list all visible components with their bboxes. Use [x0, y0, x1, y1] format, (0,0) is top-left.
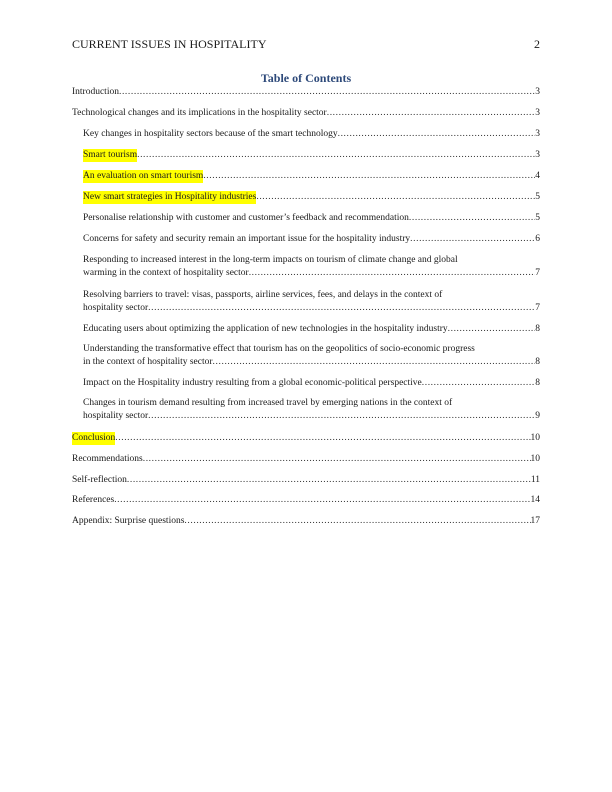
toc-entry-text-line1: Resolving barriers to travel: visas, passports, airline services, fees, and delays in the context of: [83, 290, 443, 300]
toc-entry-text: hospitality sector: [83, 411, 149, 421]
dot-leader: [448, 323, 536, 336]
dot-leader: [184, 515, 530, 528]
toc-entry-economic-political[interactable]: [83, 377, 540, 390]
toc-entry-self-reflection[interactable]: [72, 474, 540, 487]
dot-leader: [114, 494, 530, 507]
toc-entry-text-highlighted: Smart tourism: [83, 150, 138, 160]
toc-entry-transformative-effect[interactable]: [83, 342, 540, 369]
dot-leader: [256, 191, 535, 204]
dot-leader: [119, 86, 535, 99]
toc-entry-text: Introduction: [72, 87, 119, 97]
toc-entry-page: 3: [535, 129, 540, 139]
toc-heading: Table of Contents: [260, 71, 352, 85]
toc-entry-text-highlighted: New smart strategies in Hospitality industries: [83, 192, 257, 202]
toc-entry-page: 3: [535, 87, 540, 97]
dot-leader: [327, 107, 536, 120]
toc-entry-text: Concerns for safety and security remain an important issue for the hospitality industry: [83, 234, 411, 244]
dot-leader: [203, 170, 535, 183]
toc-entry-text: Impact on the Hospitality industry resulting from a global economic-political perspective: [83, 378, 422, 388]
toc-entry-text-highlighted: Conclusion: [72, 433, 116, 443]
toc-entry-educating-users[interactable]: [83, 323, 540, 336]
toc-entry-page: 3: [535, 150, 540, 160]
toc-entry-smart-tourism[interactable]: [83, 149, 540, 162]
toc-entry-text: Technological changes and its implications in the hospitality sector: [72, 108, 327, 118]
toc-entry-personalise-relationship[interactable]: [83, 212, 540, 225]
toc-entry-page: 8: [535, 324, 540, 334]
toc-entry-text-line1: Responding to increased interest in the long-term impacts on tourism of climate change and global: [83, 255, 458, 265]
toc-entry-text: References: [72, 495, 115, 505]
toc-entry-page: 5: [535, 192, 540, 202]
toc-entry-page: 5: [535, 213, 540, 223]
toc-entry-text: Recommendations: [72, 454, 143, 464]
toc-entry-text: Appendix: Surprise questions: [72, 516, 185, 526]
toc-entry-text: Key changes in hospitality sectors because of the smart technology: [83, 129, 338, 139]
dot-leader: [148, 410, 535, 423]
running-title: CURRENT ISSUES IN HOSPITALITY: [72, 37, 267, 51]
dot-leader: [148, 302, 535, 315]
toc-entry-text: in the context of hospitality sector: [83, 357, 213, 367]
toc-entry-page: 7: [535, 268, 540, 278]
toc-entry-recommendations[interactable]: [72, 453, 540, 466]
toc-entry-page: 14: [530, 495, 540, 505]
running-header: [72, 36, 540, 52]
dot-leader: [422, 377, 536, 390]
toc-entry-text: warming in the context of hospitality sector: [83, 268, 249, 278]
dot-leader: [127, 474, 531, 487]
toc-entry-barriers-to-travel[interactable]: [83, 288, 540, 315]
toc-entry-page: 17: [530, 516, 540, 526]
toc-entry-page: 9: [535, 411, 540, 421]
dot-leader: [410, 233, 535, 246]
toc-entry-page: 7: [535, 303, 540, 313]
toc-entry-new-smart-strategies[interactable]: [83, 191, 540, 204]
toc-entry-text: hospitality sector: [83, 303, 149, 313]
toc-entry-page: 4: [535, 171, 540, 181]
toc-entry-introduction[interactable]: [72, 86, 540, 99]
dot-leader: [143, 453, 531, 466]
toc-entry-evaluation-smart-tourism[interactable]: [83, 170, 540, 183]
toc-entry-text-line1: Understanding the transformative effect that tourism has on the geopolitics of socio-economic progress: [83, 344, 475, 354]
dot-leader: [213, 356, 536, 369]
toc-entry-appendix[interactable]: [72, 515, 540, 528]
toc-entry-page: 10: [530, 454, 540, 464]
toc-entry-page: 10: [530, 433, 540, 443]
toc-entry-climate-change[interactable]: [83, 253, 540, 280]
dot-leader: [115, 432, 530, 445]
toc-entry-key-changes[interactable]: [83, 128, 540, 141]
toc-entry-page: 8: [535, 378, 540, 388]
toc-entry-text: Personalise relationship with customer and customer’s feedback and recommendation: [83, 213, 409, 223]
toc-entry-page: 3: [535, 108, 540, 118]
toc-entry-text-line1: Changes in tourism demand resulting from increased travel by emerging nations in the context of: [83, 398, 453, 408]
page-number: 2: [534, 37, 540, 51]
dot-leader: [409, 212, 535, 225]
toc-entry-references[interactable]: [72, 494, 540, 507]
toc-entry-text: Self-reflection: [72, 475, 127, 485]
toc-entry-emerging-nations[interactable]: [83, 396, 540, 423]
toc-entry-page: 8: [535, 357, 540, 367]
toc-entry-conclusion[interactable]: [72, 432, 540, 445]
dot-leader: [338, 128, 536, 141]
toc-entry-page: 6: [535, 234, 540, 244]
toc-entry-text: Educating users about optimizing the application of new technologies in the hospitality industry: [83, 324, 448, 334]
toc-entry-page: 11: [530, 475, 540, 485]
toc-entry-text-highlighted: An evaluation on smart tourism: [83, 171, 204, 181]
dot-leader: [249, 267, 536, 280]
dot-leader: [137, 149, 535, 162]
toc-entry-safety-security[interactable]: [83, 233, 540, 246]
toc-entry-technological-changes[interactable]: [72, 107, 540, 120]
